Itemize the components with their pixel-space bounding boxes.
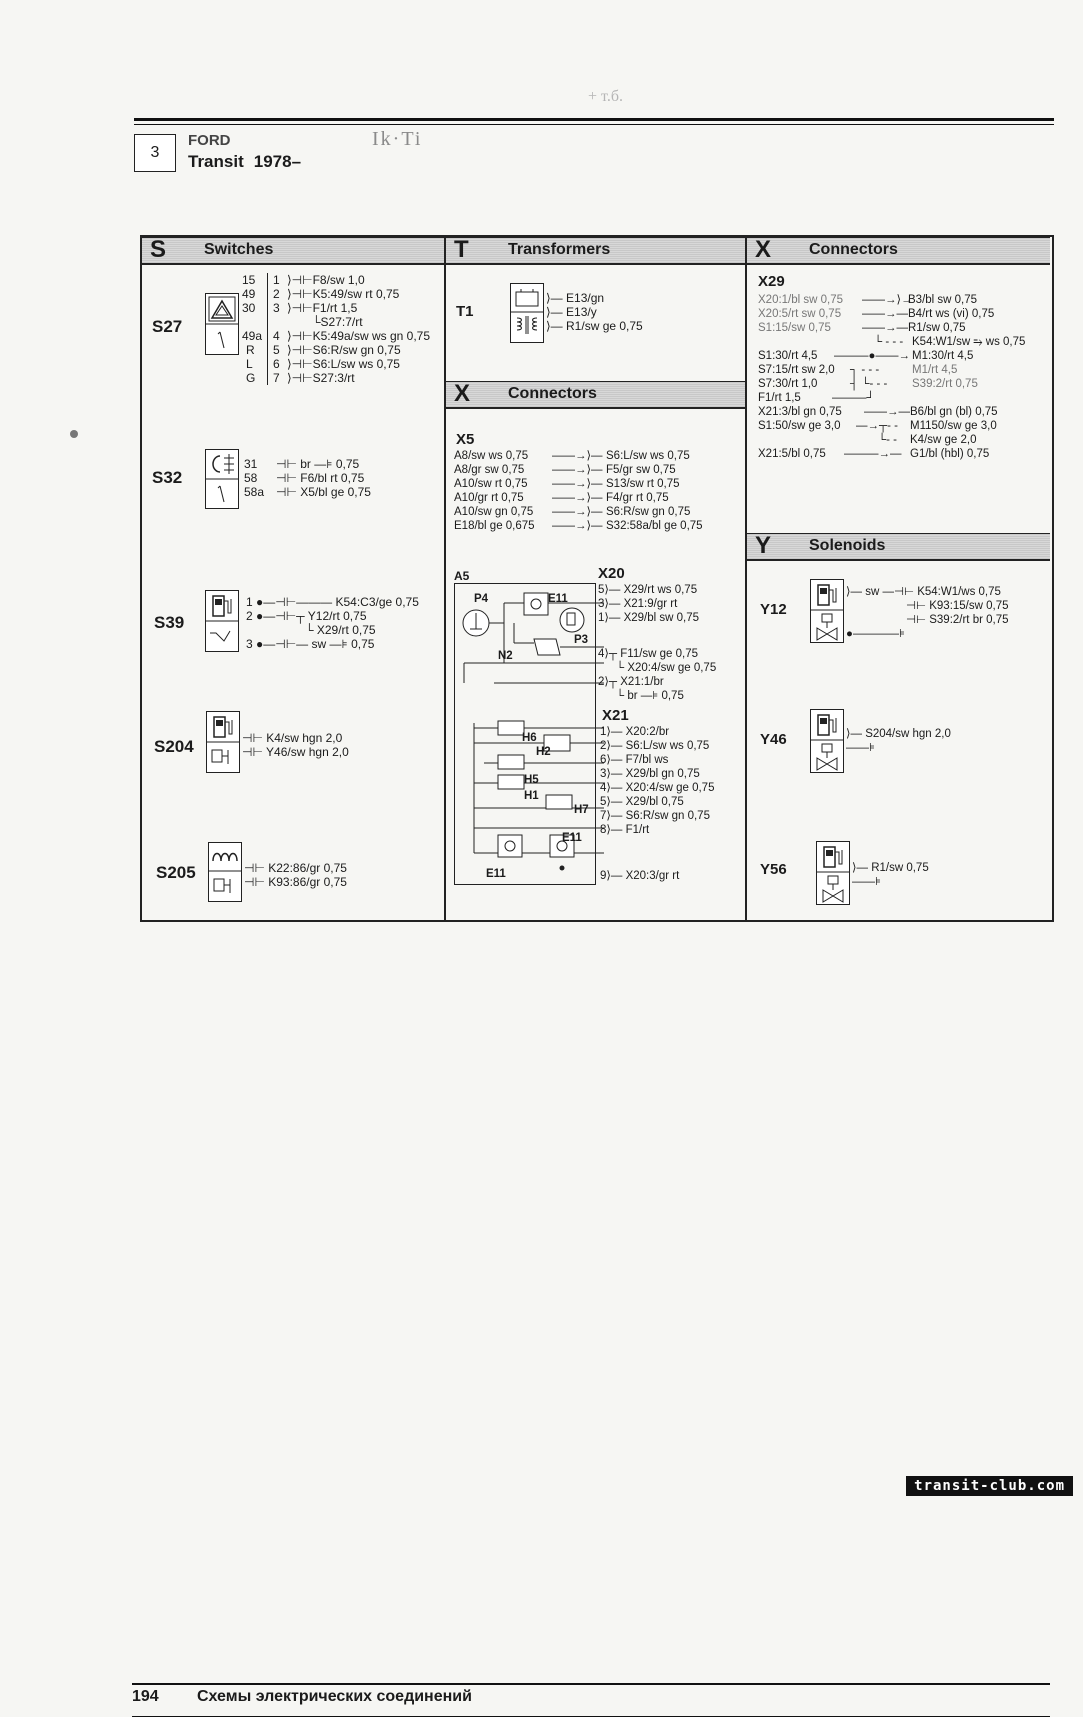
x21-row: 2⟩— S6:L/sw ws 0,75 [600,740,710,752]
glow-plug-icon [209,843,241,901]
x21-row: 6⟩— F7/bl ws [600,754,669,766]
wiring-table [140,235,1054,922]
a5-part: H1 [524,790,539,802]
s27-wire-text: K5:49a/sw ws gn 0,75 [312,329,430,343]
x21-pin: 8 [600,824,607,836]
brand-name: FORD [188,132,231,149]
x5-link: ——→⟩— [552,506,603,518]
y12-wire: ⊣⊢ K93:15/sw 0,75 [906,600,1009,612]
x29-link: ——→— [864,406,910,418]
x5-link: ——→⟩— [552,492,603,504]
x20-pin: 4 [598,648,605,660]
x29-link: └ - - - [874,336,904,348]
x21-row: 7⟩— S6:R/sw gn 0,75 [600,810,710,822]
x29-left: F1/rt 1,5 [758,392,801,404]
site-watermark: transit-club.com [906,1476,1073,1496]
a5-part: E11 [548,593,568,605]
x20-wire: X29/bl sw 0,75 [623,612,700,624]
fuel-solenoid-icon [811,710,843,772]
x29-link: ┤ └- - - [850,378,888,390]
x5-left: A10/sw rt 0,75 [454,478,528,490]
fuel-switch-symbol [205,590,239,652]
column-divider-1 [444,237,446,920]
x21-row: 3⟩— X29/bl gn 0,75 [600,768,700,780]
s27-wire: ⟩⊣⊢K5:49a/sw ws gn 0,75 [287,329,430,343]
s204-wire: ⊣⊢ K4/sw hgn 2,0 [242,731,343,745]
s27-wire-text: S27:3/rt [312,371,355,385]
y46-label: Y46 [760,731,787,748]
s32-wire-text: br [300,457,311,471]
s39-wire: ●—⊣⊢— sw —⊧ 0,75 [256,637,375,651]
model-year: 1978– [253,152,302,171]
t1-wire: ⟩— E13/y [546,305,597,319]
s205-switch-symbol [208,842,242,902]
x21-row: 8⟩— F1/rt [600,824,650,836]
s32-wire-text: 0,75 [335,457,360,471]
section-letter: X [755,236,772,263]
x20-wire: X29/rt ws 0,75 [623,584,698,596]
s27-pin: 4 [273,329,280,343]
section-letter: X [454,380,471,407]
s27-pin: 6 [273,357,280,371]
x29-link: ┐ - - - [850,364,880,376]
a5-part: H6 [522,732,537,744]
s27-pin: 3 [273,301,280,315]
x5-left: A10/gr rt 0,75 [454,492,524,504]
x20-pin: 3 [598,598,605,610]
s32-wire: ⊣⊢ X5/bl ge 0,75 [276,485,371,499]
t1-wire-text: E13/gn [566,291,605,305]
x5-link: ——→⟩— [552,520,603,532]
x21-wire: X29/bl gn 0,75 [625,768,700,780]
a5-part: N2 [498,650,513,662]
x29-left: X20:1/bl sw 0,75 [758,294,844,306]
s39-label: S39 [154,613,185,632]
footer-rule [132,1683,1050,1685]
y56-label: Y56 [760,861,787,878]
s27-wire: ⟩⊣⊢K5:49/sw rt 0,75 [287,287,400,301]
s27-pin: 7 [273,371,280,385]
x21-pin: 9 [600,870,607,882]
x29-link: ——→— [862,322,908,334]
s27-wire: ⟩⊣⊢S6:R/sw gn 0,75 [287,343,401,357]
fuel-pump-icon [206,591,238,651]
x29-left: S7:30/rt 1,0 [758,378,818,390]
s27-wire: ⟩⊣⊢F8/sw 1,0 [287,273,365,287]
fuel-changeover-icon [207,712,239,772]
section-connectors-mid [446,381,745,409]
s39-wire: ●—⊣⊢——— K54:C3/ge 0,75 [256,595,419,609]
section-connectors-right [747,237,1050,265]
x29-left: S1:30/rt 4,5 [758,350,818,362]
s39-wire-text: sw [311,637,327,651]
t1-wire-text: R1/sw ge 0,75 [566,319,643,333]
y46-solenoid-symbol [810,709,844,773]
x20-wire: br [627,690,638,702]
footer-title: Схемы электрических соединений [197,1688,472,1705]
s27-terminal: G [246,371,256,385]
s27-pin: 5 [273,343,280,357]
y56-solenoid-symbol [816,841,850,905]
x20-row: 4⟩┬ F11/sw ge 0,75 [598,648,699,660]
x20-label: X20 [598,565,625,582]
s27-wire: ⟩⊣⊢F1/rt 1,5 [287,301,358,315]
x21-pin: 3 [600,768,607,780]
x29-right: B3/bl sw 0,75 [908,294,978,306]
x20-wire: X20:4/sw ge 0,75 [627,662,717,674]
a5-part: E11 [562,832,582,844]
s27-wire-text: S27:7/rt [320,315,363,329]
x20-pin: 1 [598,612,605,624]
x21-wire: S6:L/sw ws 0,75 [625,740,710,752]
a5-part: P3 [574,634,589,646]
x20-pin: 5 [598,584,605,596]
hazard-triangle-icon [206,294,238,354]
x21-label: X21 [602,707,629,724]
page-number: 194 [132,1688,159,1705]
x5-right: S13/sw rt 0,75 [606,478,680,490]
x29-label: X29 [758,273,785,290]
s27-wire-text: S6:L/sw ws 0,75 [312,357,400,371]
faint-stamp: + т.б. [588,88,623,105]
top-rule-thin [134,124,1054,125]
x5-link: ——→⟩— [552,464,603,476]
x5-left: A8/sw ws 0,75 [454,450,529,462]
s32-terminal: 58 [244,471,258,485]
y56-wire-text: R1/sw 0,75 [871,862,929,874]
x21-pin: 2 [600,740,607,752]
x29-right: K54:W1/sw ⥱ ws 0,75 [912,336,1026,348]
transformer-icon [511,284,543,342]
s27-pin: 1 [273,273,280,287]
x5-left: A10/sw gn 0,75 [454,506,534,518]
s205-wire-text: K93:86/gr 0,75 [268,875,347,889]
x21-pin: 1 [600,726,607,738]
s27-wire-text: S6:R/sw gn 0,75 [312,343,401,357]
x29-link: └- - [878,434,898,446]
s27-pin: 2 [273,287,280,301]
y56-wire: ——⊧ [852,876,881,888]
y12-solenoid-symbol [810,579,844,643]
x20-row: 5⟩— X29/rt ws 0,75 [598,584,698,596]
x5-right: S6:L/sw ws 0,75 [606,450,690,462]
s27-wire: ⟩⊣⊢S6:L/sw ws 0,75 [287,357,400,371]
s27-wire: └S27:7/rt [312,315,363,329]
x29-link: ———●——→ [834,350,910,362]
x20-row: └ br —⊧ 0,75 [616,690,684,702]
y12-wire-text: K54:W1/ws 0,75 [917,586,1001,598]
x29-right: K4/sw ge 2,0 [910,434,977,446]
y12-wire: ⟩— sw —⊣⊢ K54:W1/ws 0,75 [846,586,1001,598]
t1-wire-text: E13/y [566,305,597,319]
x29-link: —→┬- - [856,420,899,432]
transformer-symbol [510,283,544,343]
s39-pin: 3 [246,637,253,651]
t1-wire: ⟩— E13/gn [546,291,605,305]
x29-right: B6/bl gn (bl) 0,75 [910,406,998,418]
s205-wire: ⊣⊢ K22:86/gr 0,75 [244,861,347,875]
x21-pin: 5 [600,796,607,808]
section-solenoids [747,533,1050,561]
x20-row: 1⟩— X29/bl sw 0,75 [598,612,700,624]
section-title: Transformers [508,241,611,258]
book-number-box: 3 [134,134,176,172]
s32-wire-text: F6/bl rt 0,75 [300,471,365,485]
x29-left: X21:5/bl 0,75 [758,448,826,460]
x29-left: S1:15/sw 0,75 [758,322,831,334]
y12-wire: ⊣⊢ S39:2/rt br 0,75 [906,614,1009,626]
top-rule [134,118,1054,121]
x21-pin: 4 [600,782,607,794]
x5-left: E18/bl ge 0,675 [454,520,535,532]
s32-label: S32 [152,468,183,487]
s204-wire: ⊣⊢ Y46/sw hgn 2,0 [242,745,349,759]
s27-terminal: L [246,357,253,371]
column-divider-2 [745,237,747,920]
s39-wire: └ X29/rt 0,75 [305,623,376,637]
s204-switch-symbol [206,711,240,773]
s39-wire-text: X29/rt 0,75 [316,623,376,637]
x21-row: 9⟩— X20:3/gr rt [600,870,680,882]
a5-part: P4 [474,593,489,605]
x29-left: X21:3/bl gn 0,75 [758,406,842,418]
x29-link: ——→⟩→ [862,294,913,306]
a5-part: H5 [524,774,539,786]
x5-link: ——→⟩— [552,450,603,462]
s205-wire: ⊣⊢ K93:86/gr 0,75 [244,875,347,889]
x20-row: └ X20:4/sw ge 0,75 [616,662,717,674]
section-letter: S [150,236,167,263]
x29-left: S7:15/rt sw 2,0 [758,364,835,376]
x5-right: F4/gr rt 0,75 [606,492,669,504]
x20-wire: X21:1/br [620,676,664,688]
s27-terminal: 49a [242,329,263,343]
punch-hole [70,430,78,438]
fuel-solenoid-icon [817,842,849,904]
x21-row: 4⟩— X20:4/sw ge 0,75 [600,782,715,794]
s27-wire-text: K5:49/sw rt 0,75 [312,287,400,301]
a5-part: E11 [486,868,506,880]
s204-wire-text: K4/sw hgn 2,0 [266,731,343,745]
s39-wire-text: Y12/rt 0,75 [307,609,367,623]
x5-left: A8/gr sw 0,75 [454,464,525,476]
s204-label: S204 [154,737,194,756]
x29-right-text: K54:W1/sw [912,336,971,348]
s204-wire-text: Y46/sw hgn 2,0 [266,745,349,759]
x29-left: S1:50/sw ge 3,0 [758,420,841,432]
x21-row: 5⟩— X29/bl 0,75 [600,796,684,808]
fuel-solenoid-icon [811,580,843,642]
x29-link: ———┘ [832,392,875,404]
x29-link: ——→— [862,308,908,320]
x20-row: 3⟩— X21:9/gr rt [598,598,678,610]
s32-wire-text: X5/bl ge 0,75 [300,485,371,499]
lighting-switch-symbol [205,449,239,509]
y12-wire: ●————⊧ [846,628,905,640]
section-title: Solenoids [809,537,886,554]
s32-wire: ⊣⊢ br —⊧ 0,75 [276,457,360,471]
x21-wire: S6:R/sw gn 0,75 [625,810,710,822]
s27-wire: ⟩⊣⊢S27:3/rt [287,371,355,385]
s39-pin: 1 [246,595,253,609]
x20-wire: F11/sw ge 0,75 [620,648,699,660]
x21-pin: 6 [600,754,607,766]
y46-wire-text: S204/sw hgn 2,0 [865,728,951,740]
y12-label: Y12 [760,601,787,618]
s205-label: S205 [156,863,196,882]
x21-pin: 7 [600,810,607,822]
x21-row: 1⟩— X20:2/br [600,726,670,738]
a5-part: H2 [536,746,551,758]
x5-right: S32:58a/bl ge 0,75 [606,520,703,532]
s27-terminal: R [246,343,255,357]
x5-right: F5/gr sw 0,75 [606,464,676,476]
x5-link: ——→⟩— [552,478,603,490]
s27-separator [267,273,268,385]
x20-pin: 2 [598,676,605,688]
x29-right: M1150/sw ge 3,0 [910,420,997,432]
s27-terminal: 30 [242,301,256,315]
a5-part: H7 [574,804,589,816]
s32-terminal: 58a [244,485,265,499]
s27-wire-text: F8/sw 1,0 [312,273,365,287]
section-letter: T [454,236,469,263]
x29-right: S39:2/rt 0,75 [912,378,978,390]
x21-wire: X20:2/br [625,726,670,738]
section-title: Connectors [809,241,898,258]
x20-row: 2⟩┬ X21:1/br [598,676,664,688]
x29-right: M1:30/rt 4,5 [912,350,974,362]
hazard-switch-symbol [205,293,239,355]
x21-wire: X29/bl 0,75 [625,796,684,808]
s27-terminal: 49 [242,287,256,301]
x5-label: X5 [456,431,475,448]
x20-wire: 0,75 [661,690,684,702]
x29-left: X20:5/rt sw 0,75 [758,308,842,320]
x5-right: S6:R/sw gn 0,75 [606,506,691,518]
section-letter: Y [755,532,772,559]
section-transformers [446,237,745,265]
x29-right: B4/rt ws (vi) 0,75 [908,308,995,320]
x29-right: M1/rt 4,5 [912,364,958,376]
y56-wire: ⟩— R1/sw 0,75 [852,862,929,874]
s27-wire-text: F1/rt 1,5 [312,301,358,315]
s32-wire: ⊣⊢ F6/bl rt 0,75 [276,471,365,485]
s27-label: S27 [152,317,183,336]
s39-wire-text: K54:C3/ge 0,75 [335,595,419,609]
s39-pin: 2 [246,609,253,623]
s32-terminal: 31 [244,457,258,471]
x20-wire: X21:9/gr rt [623,598,678,610]
t1-wire: ⟩— R1/sw ge 0,75 [546,319,643,333]
x21-wire: X20:4/sw ge 0,75 [625,782,715,794]
y46-wire: ——⊧ [846,742,875,754]
s39-wire: ●—⊣⊢┬ Y12/rt 0,75 [256,609,367,623]
y12-wire-text: K93:15/sw 0,75 [929,600,1009,612]
x29-right: G1/bl (hbl) 0,75 [910,448,990,460]
x21-wire: F1/rt [625,824,650,836]
section-title: Connectors [508,385,597,402]
s39-wire-text: 0,75 [351,637,375,651]
t1-label: T1 [456,303,474,320]
headlamp-icon [206,450,238,508]
y12-wire-text: sw [865,586,880,598]
x29-right-text: ws 0,75 [985,336,1026,348]
section-switches [142,237,444,265]
s205-wire-text: K22:86/gr 0,75 [268,861,347,875]
y12-wire-text: S39:2/rt [929,614,970,626]
s27-terminal: 15 [242,273,256,287]
x29-right: R1/sw 0,75 [908,322,966,334]
a5-label: A5 [454,569,470,583]
model-name [188,152,301,172]
x29-link: ———→— [844,448,902,460]
handwritten-stamp: Ik·Ti [372,128,423,150]
model-text: Transit [188,152,244,171]
y12-wire-text: br 0,75 [972,614,1009,626]
x21-wire: X20:3/gr rt [625,870,680,882]
x21-wire: F7/bl ws [625,754,669,766]
y46-wire: ⟩— S204/sw hgn 2,0 [846,728,951,740]
section-title: Switches [204,241,274,258]
